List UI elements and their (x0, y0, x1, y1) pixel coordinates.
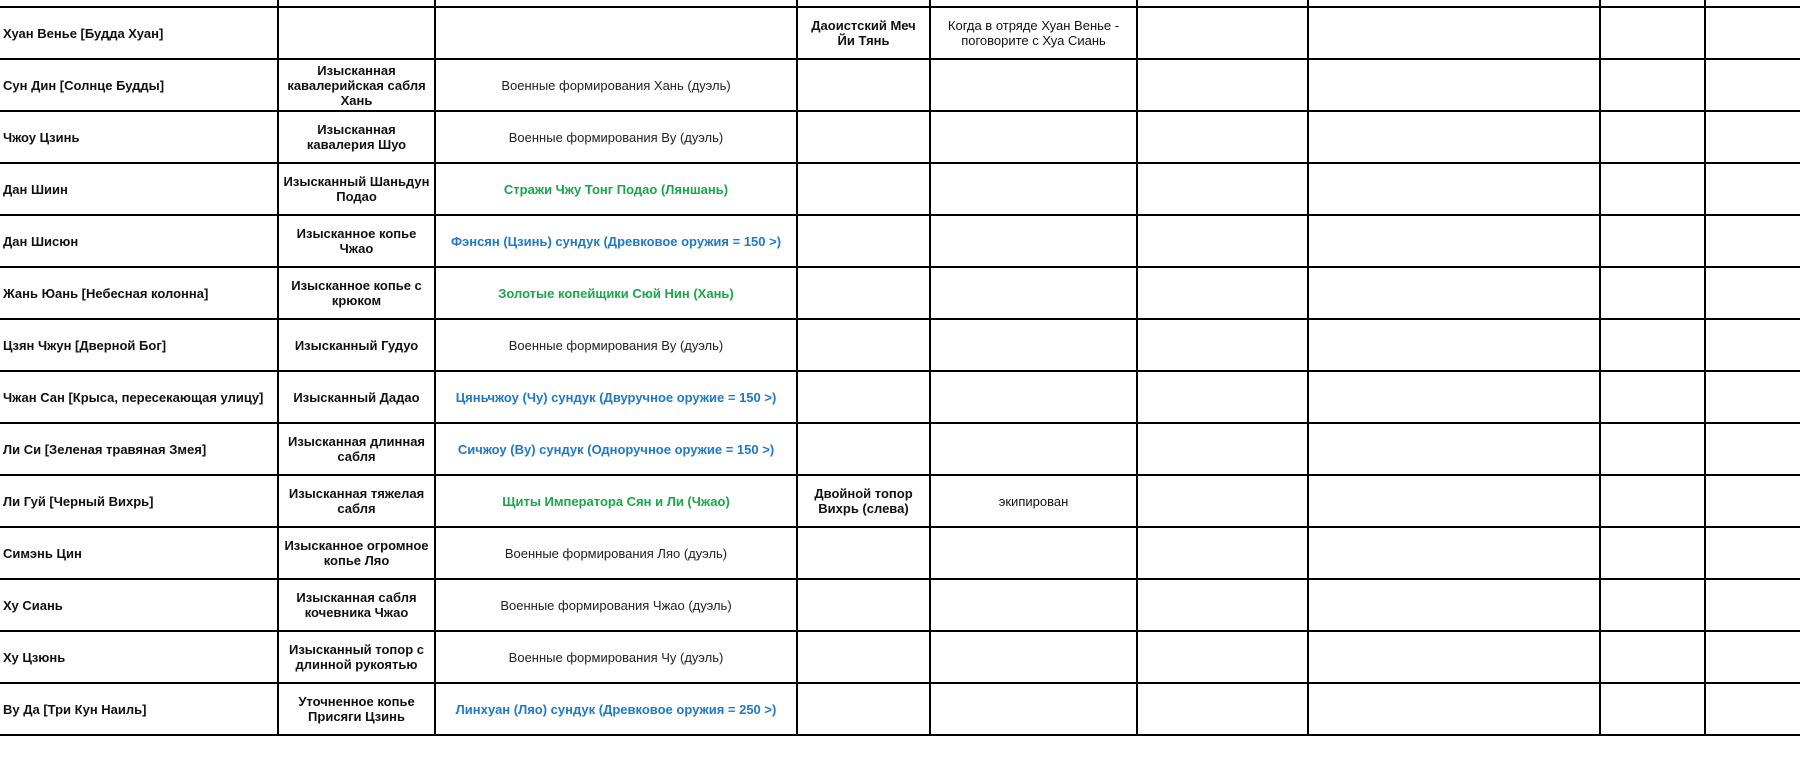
weapon-source-cell[interactable]: Военные формирования Ляо (дуэль) (435, 527, 797, 579)
special-weapon-cell[interactable] (797, 683, 930, 735)
hero-name-cell[interactable]: Дан Шиин (0, 163, 278, 215)
special-weapon-cell[interactable]: Даоистский Меч Йи Тянь (797, 7, 930, 59)
empty-cell[interactable] (1600, 111, 1705, 163)
empty-cell[interactable] (1308, 579, 1600, 631)
empty-cell[interactable] (1600, 579, 1705, 631)
weapon-name-cell[interactable]: Изысканный Шаньдун Подао (278, 163, 435, 215)
weapon-name-cell[interactable] (278, 7, 435, 59)
weapon-source-cell[interactable]: Военные формирования Ву (дуэль) (435, 111, 797, 163)
empty-cell[interactable] (1705, 423, 1800, 475)
note-cell[interactable] (930, 163, 1137, 215)
empty-cell[interactable] (1705, 371, 1800, 423)
empty-cell[interactable] (1308, 215, 1600, 267)
empty-cell[interactable] (1308, 319, 1600, 371)
empty-cell[interactable] (1705, 267, 1800, 319)
special-weapon-cell[interactable] (797, 631, 930, 683)
note-cell[interactable] (930, 267, 1137, 319)
empty-cell[interactable] (1308, 163, 1600, 215)
table-row (0, 59, 1800, 111)
special-weapon-cell[interactable] (797, 267, 930, 319)
empty-cell[interactable] (1600, 319, 1705, 371)
empty-cell[interactable] (1137, 371, 1308, 423)
special-weapon-cell[interactable] (797, 59, 930, 111)
special-weapon-cell[interactable] (797, 111, 930, 163)
hero-name-cell[interactable]: Чжан Сан [Крыса, пересекающая улицу] (0, 371, 278, 423)
weapon-name-cell[interactable]: Изысканное огромное копье Ляо (278, 527, 435, 579)
weapon-name-cell[interactable]: Изысканная длинная сабля (278, 423, 435, 475)
empty-cell[interactable] (1705, 631, 1800, 683)
weapon-name-cell[interactable]: Изысканная тяжелая сабля (278, 475, 435, 527)
empty-cell[interactable] (1705, 59, 1800, 111)
note-cell[interactable] (930, 631, 1137, 683)
empty-cell[interactable] (1137, 7, 1308, 59)
note-cell[interactable]: экипирован (930, 475, 1137, 527)
empty-cell[interactable] (1705, 163, 1800, 215)
empty-cell[interactable] (1308, 475, 1600, 527)
empty-cell[interactable] (1137, 423, 1308, 475)
weapon-name-cell[interactable]: Изысканное копье с крюком (278, 267, 435, 319)
weapon-name-cell[interactable]: Уточненное копье Присяги Цзинь (278, 683, 435, 735)
hero-name-cell[interactable]: Ху Сиань (0, 579, 278, 631)
weapon-name-cell[interactable]: Изысканный Гудуо (278, 319, 435, 371)
weapon-source-cell[interactable]: Золотые копейщики Сюй Нин (Хань) (435, 267, 797, 319)
empty-cell[interactable] (1600, 59, 1705, 111)
empty-cell[interactable] (1600, 631, 1705, 683)
weapon-source-cell[interactable]: Цяньчжоу (Чу) сундук (Двуручное оружие = 150 >) (435, 371, 797, 423)
empty-cell[interactable] (1137, 579, 1308, 631)
empty-cell[interactable] (1137, 475, 1308, 527)
weapon-source-cell[interactable]: Линхуан (Ляо) сундук (Древковое оружия = 250 >) (435, 683, 797, 735)
hero-name-cell[interactable]: Ху Цзюнь (0, 631, 278, 683)
hero-name-cell[interactable]: Дан Шисюн (0, 215, 278, 267)
special-weapon-cell[interactable] (797, 579, 930, 631)
weapon-name-cell[interactable]: Изысканная кавалерийская сабля Хань (278, 59, 435, 111)
empty-cell[interactable] (1137, 267, 1308, 319)
table-row (0, 527, 1800, 579)
empty-cell[interactable] (1308, 111, 1600, 163)
empty-cell[interactable] (1600, 683, 1705, 735)
weapon-name-cell[interactable]: Изысканная кавалерия Шуо (278, 111, 435, 163)
empty-cell[interactable] (1705, 319, 1800, 371)
table-row (0, 579, 1800, 631)
note-cell[interactable] (930, 215, 1137, 267)
weapon-source-cell[interactable]: Сичжоу (Ву) сундук (Одноручное оружие = 150 >) (435, 423, 797, 475)
empty-cell[interactable] (1705, 111, 1800, 163)
table-row (0, 267, 1800, 319)
weapon-source-cell[interactable]: Щиты Императора Сян и Ли (Чжао) (435, 475, 797, 527)
note-cell[interactable] (930, 527, 1137, 579)
table-row (0, 215, 1800, 267)
weapon-source-cell[interactable]: Военные формирования Чжао (дуэль) (435, 579, 797, 631)
table-row (0, 683, 1800, 735)
table-row (0, 7, 1800, 59)
empty-cell[interactable] (1308, 423, 1600, 475)
table-row (0, 475, 1800, 527)
hero-name-cell[interactable]: Ву Да [Три Кун Наиль] (0, 683, 278, 735)
empty-cell[interactable] (1705, 215, 1800, 267)
hero-name-cell[interactable]: Хуан Венье [Будда Хуан] (0, 7, 278, 59)
weapon-source-cell[interactable]: Военные формирования Ву (дуэль) (435, 319, 797, 371)
weapon-name-cell[interactable]: Изысканное копье Чжао (278, 215, 435, 267)
table-row (0, 111, 1800, 163)
note-cell[interactable] (930, 59, 1137, 111)
special-weapon-cell[interactable] (797, 215, 930, 267)
weapon-source-cell[interactable]: Военные формирования Хань (дуэль) (435, 59, 797, 111)
table-row (0, 319, 1800, 371)
empty-cell[interactable] (1705, 579, 1800, 631)
weapon-name-cell[interactable]: Изысканный топор с длинной рукоятью (278, 631, 435, 683)
hero-name-cell[interactable]: Сун Дин [Солнце Будды] (0, 59, 278, 111)
empty-cell[interactable] (1308, 7, 1600, 59)
note-cell[interactable] (930, 319, 1137, 371)
weapon-name-cell[interactable]: Изысканная сабля кочевника Чжао (278, 579, 435, 631)
table-row (0, 371, 1800, 423)
empty-cell[interactable] (1137, 683, 1308, 735)
empty-cell[interactable] (1137, 163, 1308, 215)
empty-cell[interactable] (1600, 423, 1705, 475)
empty-cell[interactable] (1600, 371, 1705, 423)
special-weapon-cell[interactable] (797, 423, 930, 475)
empty-cell[interactable] (1308, 683, 1600, 735)
special-weapon-cell[interactable]: Двойной топор Вихрь (слева) (797, 475, 930, 527)
empty-cell[interactable] (1137, 527, 1308, 579)
hero-name-cell[interactable]: Жань Юань [Небесная колонна] (0, 267, 278, 319)
empty-cell[interactable] (1600, 215, 1705, 267)
empty-cell[interactable] (1600, 267, 1705, 319)
special-weapon-cell[interactable] (797, 319, 930, 371)
hero-name-cell[interactable]: Цзян Чжун [Дверной Бог] (0, 319, 278, 371)
special-weapon-cell[interactable] (797, 163, 930, 215)
empty-cell[interactable] (1600, 475, 1705, 527)
note-cell[interactable] (930, 683, 1137, 735)
note-cell[interactable] (930, 371, 1137, 423)
table-row (0, 631, 1800, 683)
table-row (0, 163, 1800, 215)
empty-cell[interactable] (1137, 631, 1308, 683)
weapon-source-cell[interactable]: Фэнсян (Цзинь) сундук (Древковое оружия = 150 >) (435, 215, 797, 267)
table-row (0, 423, 1800, 475)
special-weapon-cell[interactable] (797, 371, 930, 423)
weapon-name-cell[interactable]: Изысканный Дадао (278, 371, 435, 423)
empty-cell[interactable] (1705, 7, 1800, 59)
note-cell[interactable] (930, 579, 1137, 631)
note-cell[interactable] (930, 111, 1137, 163)
empty-cell[interactable] (1308, 631, 1600, 683)
empty-cell[interactable] (1705, 527, 1800, 579)
empty-cell[interactable] (1600, 7, 1705, 59)
empty-cell[interactable] (1137, 215, 1308, 267)
table-body (0, 7, 1800, 735)
hero-name-cell[interactable]: Ли Си [Зеленая травяная Змея] (0, 423, 278, 475)
empty-cell[interactable] (1705, 683, 1800, 735)
empty-cell[interactable] (1308, 527, 1600, 579)
empty-cell[interactable] (1137, 111, 1308, 163)
empty-cell[interactable] (1705, 475, 1800, 527)
empty-cell[interactable] (1308, 59, 1600, 111)
note-cell[interactable] (930, 423, 1137, 475)
empty-cell[interactable] (1137, 59, 1308, 111)
note-cell[interactable]: Когда в отряде Хуан Венье - поговорите с Хуа Сиань (930, 7, 1137, 59)
empty-cell[interactable] (1600, 527, 1705, 579)
weapon-source-cell[interactable]: Военные формирования Чу (дуэль) (435, 631, 797, 683)
special-weapon-cell[interactable] (797, 527, 930, 579)
empty-cell[interactable] (1137, 319, 1308, 371)
empty-cell[interactable] (1308, 371, 1600, 423)
hero-name-cell[interactable]: Чжоу Цзинь (0, 111, 278, 163)
weapon-source-cell[interactable]: Стражи Чжу Тонг Подао (Ляншань) (435, 163, 797, 215)
hero-name-cell[interactable]: Ли Гуй [Черный Вихрь] (0, 475, 278, 527)
weapon-source-cell[interactable] (435, 7, 797, 59)
empty-cell[interactable] (1600, 163, 1705, 215)
hero-name-cell[interactable]: Симэнь Цин (0, 527, 278, 579)
weapons-table (0, 6, 1800, 736)
empty-cell[interactable] (1308, 267, 1600, 319)
